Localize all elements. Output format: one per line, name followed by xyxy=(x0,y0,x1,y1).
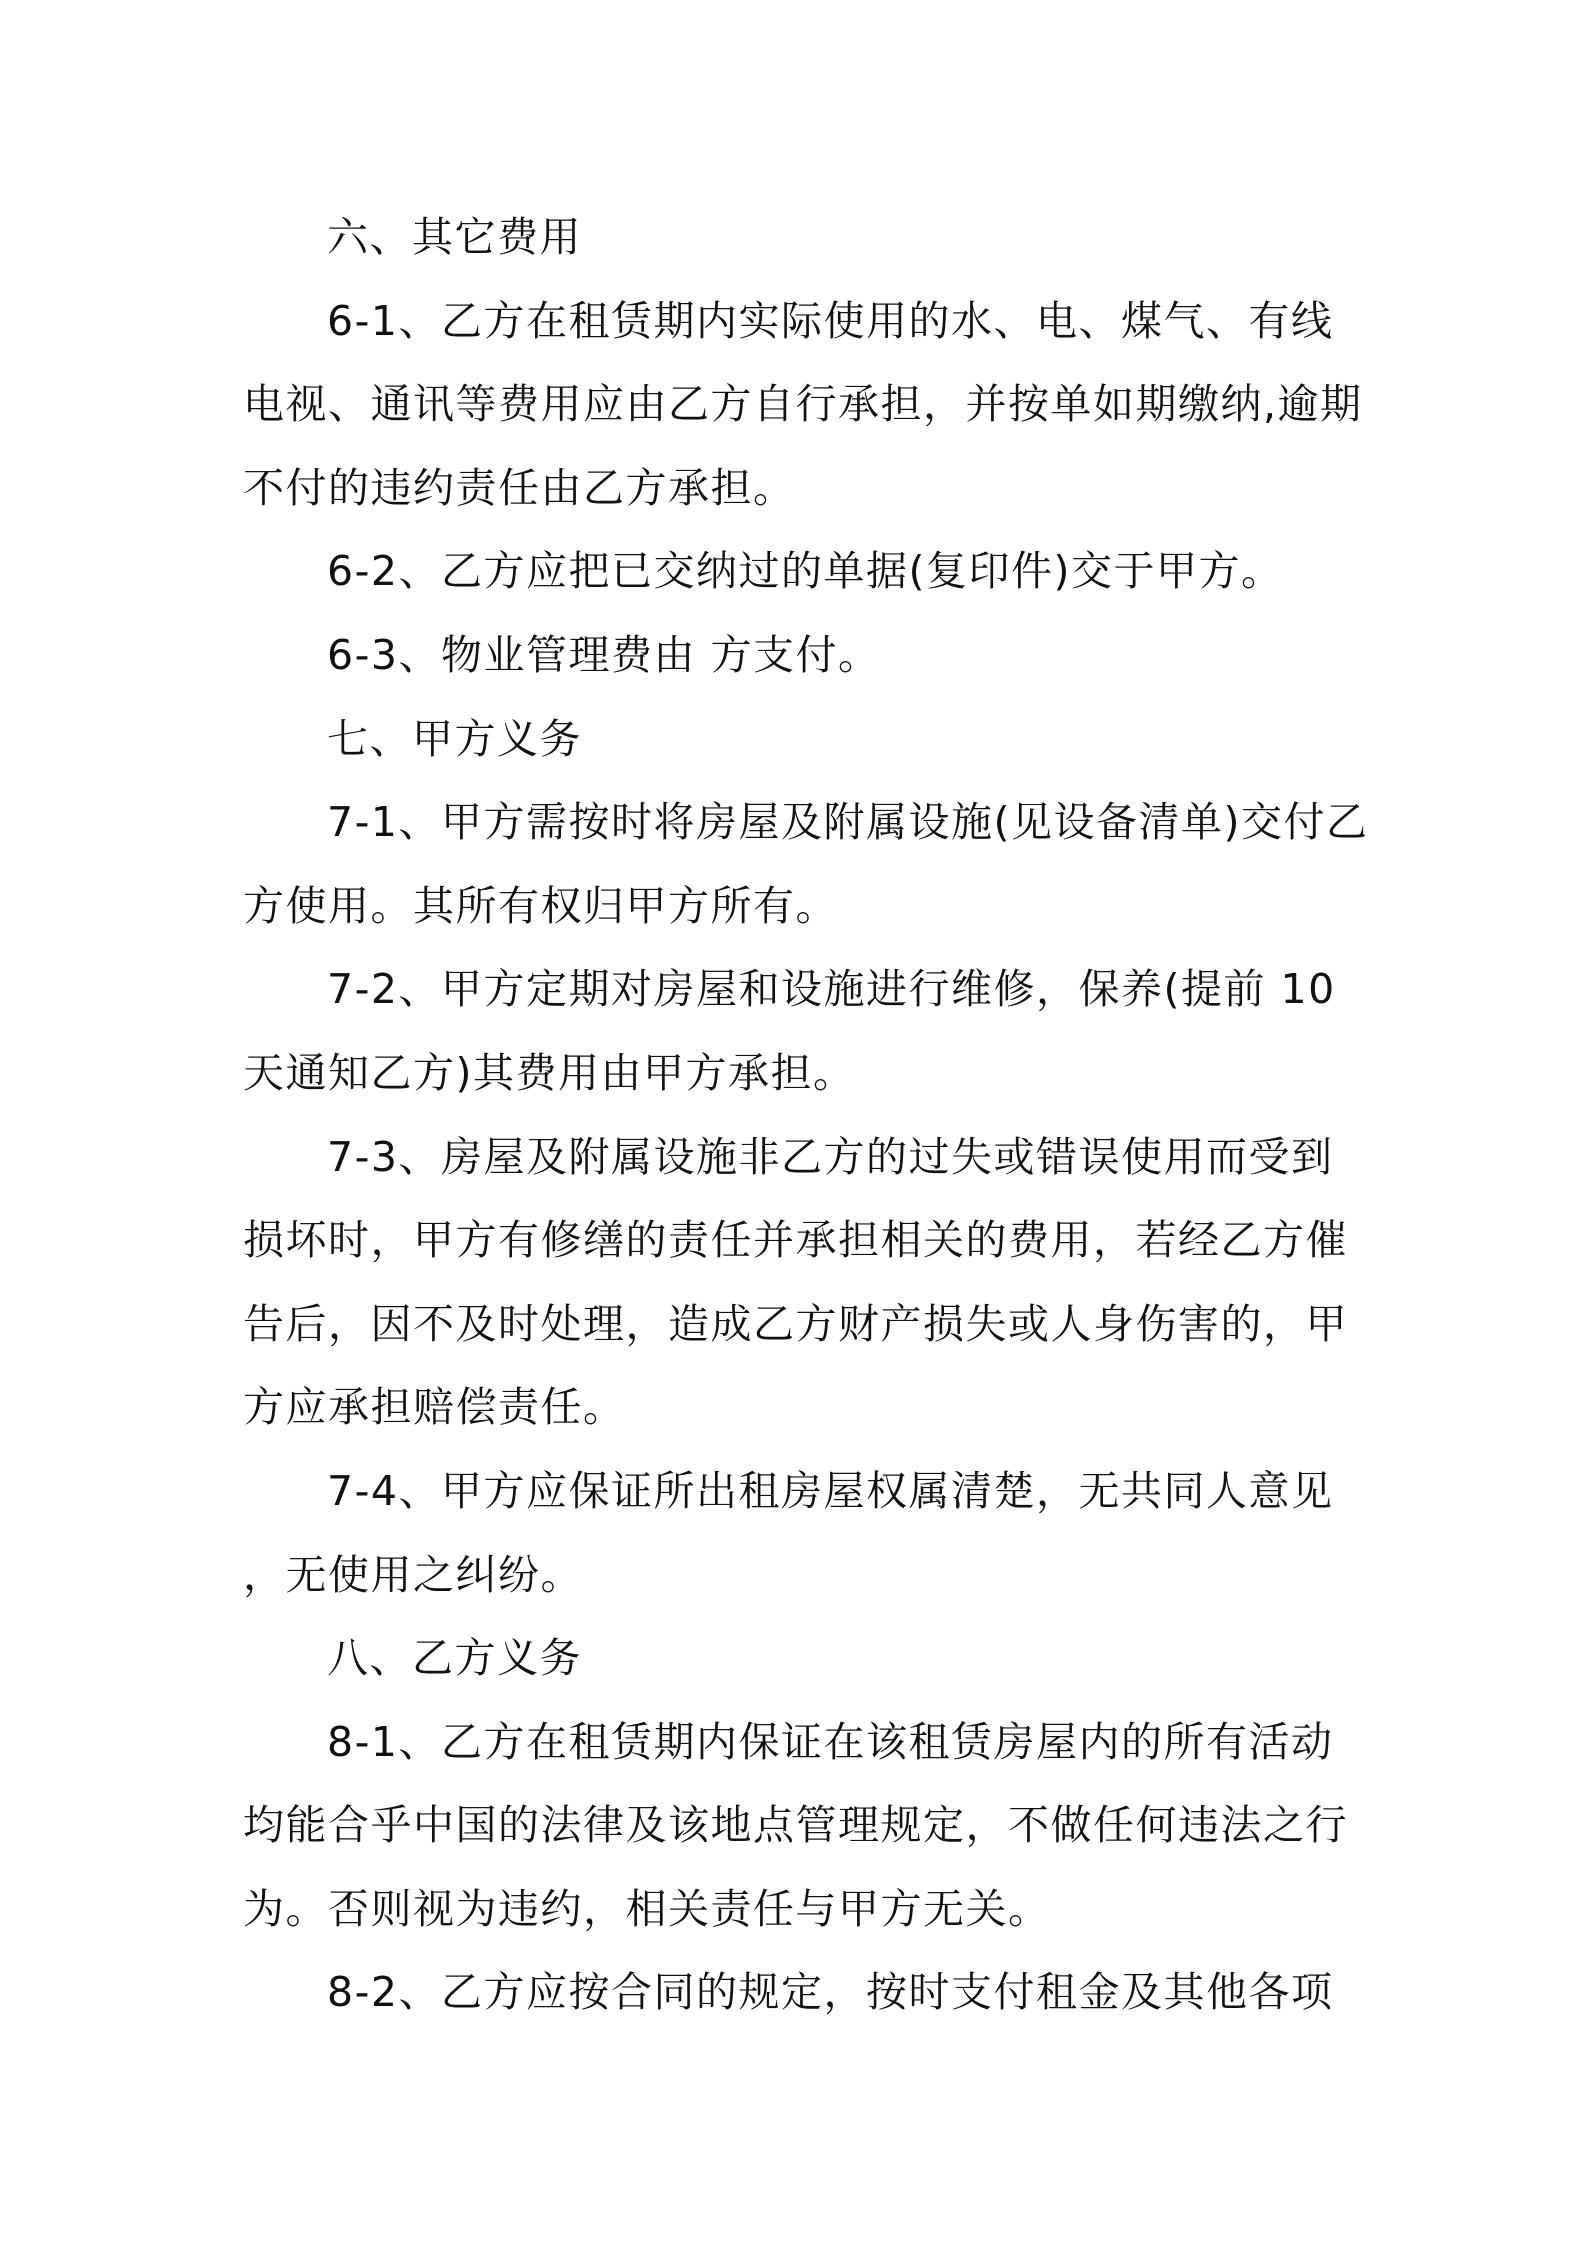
clause-8-1-line-2: 均能合乎中国的法律及该地点管理规定，不做任何违法之行 xyxy=(243,1801,1348,1850)
clause-7-1-line-2: 方使用。其所有权归甲方所有。 xyxy=(243,881,838,930)
clause-7-2-line-1: 7-2、甲方定期对房屋和设施进行维修，保养(提前 10 xyxy=(327,965,1336,1014)
clause-8-1-line-1: 8-1、乙方在租赁期内保证在该租赁房屋内的所有活动 xyxy=(327,1717,1334,1766)
clause-7-4-line-1: 7-4、甲方应保证所出租房屋权属清楚，无共同人意见 xyxy=(327,1466,1334,1515)
clause-7-3-line-4: 方应承担赔偿责任。 xyxy=(243,1383,626,1432)
clause-7-2-line-2: 天通知乙方)其费用由甲方承担。 xyxy=(243,1048,856,1097)
section-heading-7: 七、甲方义务 xyxy=(327,714,582,763)
section-heading-6: 六、其它费用 xyxy=(327,213,582,261)
clause-6-1-line-3: 不付的违约责任由乙方承担。 xyxy=(243,463,796,512)
clause-8-2-line-1: 8-2、乙方应按合同的规定，按时支付租金及其他各项 xyxy=(327,1968,1334,2017)
clause-7-3-line-3: 告后，因不及时处理，造成乙方财产损失或人身伤害的，甲 xyxy=(243,1299,1348,1348)
clause-6-1-line-2: 电视、通讯等费用应由乙方自行承担，并按单如期缴纳,逾期 xyxy=(243,380,1363,429)
clause-7-3-line-1: 7-3、房屋及附属设施非乙方的过失或错误使用而受到 xyxy=(327,1132,1334,1181)
clause-6-1-line-1: 6-1、乙方在租赁期内实际使用的水、电、煤气、有线 xyxy=(327,296,1334,345)
clause-6-3: 6-3、物业管理费由 方支付。 xyxy=(327,630,881,679)
clause-7-3-line-2: 损坏时，甲方有修缮的责任并承担相关的费用，若经乙方催 xyxy=(243,1216,1348,1265)
clause-7-4-line-2: ，无使用之纠纷。 xyxy=(243,1550,583,1599)
clause-7-1-line-1: 7-1、甲方需按时将房屋及附属设施(见设备清单)交付乙 xyxy=(327,798,1369,847)
clause-6-2: 6-2、乙方应把已交纳过的单据(复印件)交于甲方。 xyxy=(327,547,1284,596)
section-heading-8: 八、乙方义务 xyxy=(327,1634,582,1683)
document-page xyxy=(243,196,1369,2035)
clause-8-1-line-3: 为。否则视为违约，相关责任与甲方无关。 xyxy=(243,1884,1051,1933)
